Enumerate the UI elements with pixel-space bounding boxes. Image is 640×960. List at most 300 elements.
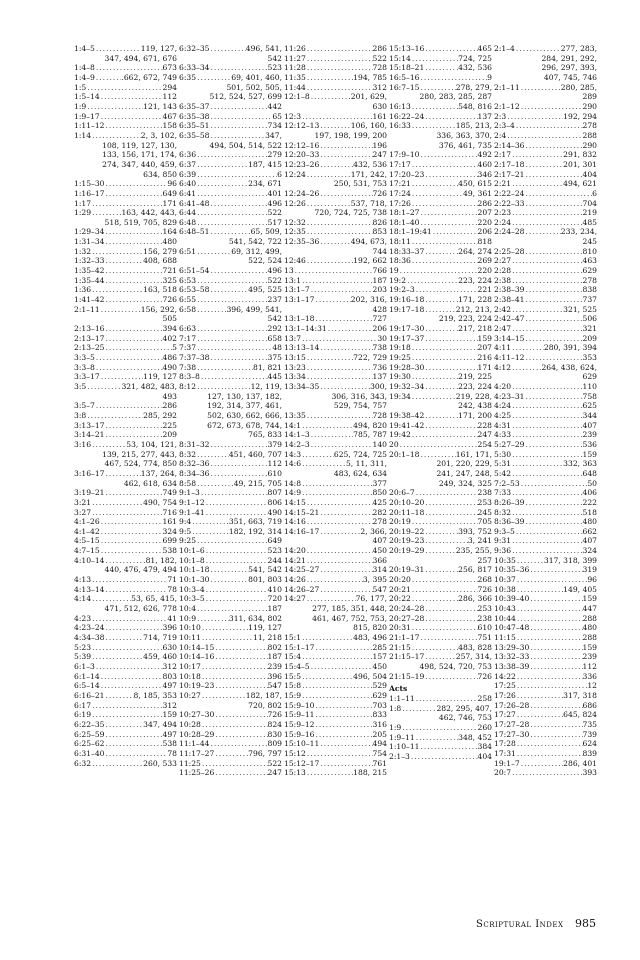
- index-entry: [179, 517, 282, 527]
- index-entry: [284, 363, 387, 373]
- dot-leader: [516, 749, 583, 759]
- index-entry: [389, 623, 492, 633]
- dot-leader: [210, 575, 249, 585]
- index-entry: [494, 430, 597, 440]
- scripture-reference: 8:31–32: [179, 439, 210, 449]
- dot-leader: [201, 623, 248, 633]
- page-references: 480: [582, 517, 597, 527]
- entry-continuation: 501, 502, 505,: [226, 82, 282, 92]
- dot-leader: [525, 353, 583, 363]
- scripture-reference: 10:28–29: [179, 729, 215, 739]
- dot-leader: [201, 633, 253, 643]
- page-references: 286, 401: [563, 758, 597, 768]
- dot-leader: [100, 517, 163, 527]
- dot-leader: [424, 536, 468, 546]
- index-entry: [494, 633, 597, 643]
- scripture-reference: 13:32–33: [494, 652, 530, 662]
- scripture-reference: 12:3: [284, 111, 302, 121]
- scripture-reference: 13:1–7: [284, 285, 310, 295]
- page-references: 228: [477, 420, 492, 430]
- scripture-reference: 1:8: [389, 703, 402, 713]
- dot-leader: [100, 672, 163, 682]
- dot-leader: [301, 479, 372, 489]
- scripture-reference: 20:7: [494, 768, 512, 778]
- scripture-reference: 10:47–48: [494, 623, 530, 633]
- index-entry: [389, 614, 492, 624]
- dot-leader: [91, 498, 143, 508]
- index-entry: [494, 218, 597, 228]
- dot-leader: [511, 488, 582, 498]
- scripture-reference: 6:36: [179, 150, 197, 160]
- dot-leader: [105, 334, 163, 344]
- page-references: 6: [277, 169, 282, 179]
- scripture-reference: 10:17: [179, 662, 201, 671]
- index-entry: [389, 742, 492, 752]
- page-references: 450, 615: [458, 179, 492, 189]
- scripture-reference: 18:11: [389, 237, 411, 247]
- scripture-reference: 6:35–37: [179, 101, 210, 111]
- scripture-reference: 13:34–35: [284, 381, 320, 391]
- dot-leader: [511, 266, 582, 276]
- page-references: 112: [162, 92, 177, 102]
- dot-leader: [415, 488, 478, 498]
- page-references: 238: [477, 488, 492, 498]
- index-entry: [284, 150, 387, 160]
- index-entry: [494, 305, 597, 315]
- page-references: 112: [582, 662, 597, 671]
- index-entry: [74, 372, 177, 382]
- index-entry: [179, 691, 282, 701]
- page-references: 347,: [265, 130, 282, 140]
- dot-leader: [315, 720, 373, 730]
- scripture-reference: 10:14–15: [179, 642, 215, 652]
- dot-leader: [525, 498, 583, 508]
- index-entry: [389, 73, 492, 83]
- page-references: 71: [167, 575, 177, 585]
- index-entry: [74, 430, 177, 440]
- index-entry: [284, 681, 387, 691]
- page-references: 838: [582, 285, 597, 295]
- page-references: 630: [162, 642, 177, 652]
- page-references: 171, 200: [458, 410, 492, 420]
- scripture-reference: 14:20: [284, 546, 306, 556]
- index-entry: [74, 662, 177, 672]
- dot-leader: [511, 256, 582, 266]
- dot-leader: [201, 720, 268, 730]
- dot-leader: [105, 324, 163, 334]
- index-entry: [494, 594, 597, 604]
- entry-continuation: 245: [582, 237, 597, 247]
- page-references: 187, 415: [248, 159, 282, 169]
- scripture-reference: 15:9–16: [284, 729, 315, 739]
- page-references: 704: [582, 198, 597, 208]
- index-entry: [74, 739, 177, 749]
- scripture-reference: 10:1–30: [179, 575, 210, 585]
- index-entry: [284, 691, 387, 701]
- dot-leader: [315, 710, 373, 720]
- entry-continuation: 306, 316, 343,: [331, 391, 387, 401]
- scripture-reference: 17:21: [389, 179, 411, 189]
- index-entry: [494, 189, 597, 199]
- dot-leader: [105, 730, 163, 740]
- page-references: 463: [582, 256, 597, 266]
- page-references: 112: [267, 459, 282, 469]
- dot-leader: [196, 150, 267, 160]
- page-footer: [476, 917, 596, 930]
- index-entry: [74, 691, 177, 701]
- page-references: 188, 215: [353, 768, 387, 778]
- page-references: 396: [162, 623, 177, 633]
- scripture-reference: 5:30: [494, 449, 512, 459]
- index-entry: [74, 276, 177, 286]
- page-references: 280, 391, 394: [543, 343, 597, 353]
- page-references: 121, 143: [143, 101, 177, 111]
- index-entry: [494, 614, 597, 624]
- index-entry: [494, 382, 597, 392]
- page-references: 810: [582, 246, 597, 256]
- entry-continuation: 192, 314, 377, 461,: [207, 401, 282, 411]
- dot-leader: [424, 652, 455, 662]
- dot-leader: [306, 83, 373, 93]
- page-references: 49, 215, 705: [233, 478, 282, 488]
- index-entry: [74, 546, 177, 556]
- dot-leader: [210, 44, 246, 54]
- scripture-reference: 2:1–3: [389, 751, 410, 761]
- index-entry: [284, 701, 387, 711]
- scripture-reference: 19:30: [389, 372, 411, 382]
- index-entry: [389, 440, 492, 450]
- page-references: 223, 224: [458, 275, 492, 285]
- page-references: 69, 312, 499,: [231, 246, 282, 256]
- index-entry: [74, 488, 177, 498]
- index-entry: [284, 372, 387, 382]
- index-entry: [494, 401, 597, 411]
- page-references: 480: [582, 623, 597, 633]
- index-entry: [284, 83, 387, 93]
- entry-continuation: 744: [372, 246, 387, 256]
- dot-leader: [95, 44, 141, 54]
- dot-leader: [411, 179, 458, 189]
- index-entry: [389, 372, 492, 382]
- dot-leader: [529, 643, 582, 653]
- index-entry: [179, 131, 282, 141]
- scripture-reference: 5:27–29: [494, 439, 525, 449]
- scripture-reference: 20:19–31: [389, 565, 425, 575]
- page-references: 754: [372, 748, 387, 758]
- entry-continuation: 462, 618, 634: [123, 478, 177, 488]
- index-entry: [179, 623, 282, 633]
- page-references: 194, 785: [353, 72, 387, 82]
- dot-leader: [525, 141, 583, 151]
- scripture-reference: 10:27: [179, 690, 201, 700]
- page-references: 447: [582, 604, 597, 614]
- page-references: 81, 182,: [145, 555, 177, 565]
- index-entry: [179, 720, 282, 730]
- dot-leader: [205, 585, 268, 595]
- page-references: 260: [477, 722, 492, 732]
- page-references: 140: [372, 439, 387, 449]
- page-references: 506: [582, 314, 597, 324]
- page-references: 106, 160,: [350, 121, 387, 131]
- page-references: 235, 255,: [455, 546, 492, 556]
- index-entry: [389, 237, 492, 247]
- index-column: [74, 44, 177, 924]
- scripture-reference: 4:33: [494, 430, 512, 440]
- dot-leader: [411, 353, 478, 363]
- entry-continuation: 634, 850: [143, 169, 177, 179]
- index-entry: [494, 479, 597, 489]
- page-references: 312: [162, 700, 177, 710]
- index-entry: [179, 450, 282, 460]
- dot-leader: [294, 266, 373, 276]
- page-references: 187: [372, 275, 387, 285]
- page-references: 171: [477, 362, 492, 372]
- scripture-reference: 5:42: [494, 468, 512, 478]
- page-references: 548, 816: [458, 101, 492, 111]
- page-references: 726: [477, 584, 492, 594]
- dot-leader: [411, 623, 478, 633]
- scripture-reference: 2:1–12: [494, 101, 520, 111]
- scripture-reference: 6:53–58: [179, 285, 210, 295]
- entry-continuation: 133, 156, 171, 174,: [102, 150, 177, 160]
- scripture-reference: 4:1–26: [74, 517, 100, 527]
- dot-leader: [420, 73, 488, 83]
- entry-continuation: 630: [372, 101, 387, 111]
- dot-leader: [210, 112, 273, 122]
- index-entry: [74, 295, 177, 305]
- dot-leader: [516, 739, 583, 749]
- page-references: 344: [582, 410, 597, 420]
- dot-leader: [529, 730, 582, 740]
- index-entry: [74, 256, 177, 266]
- dot-leader: [511, 276, 582, 286]
- page-references: 673: [162, 63, 177, 73]
- index-entry: [494, 314, 597, 324]
- dot-leader: [511, 430, 582, 440]
- page-references: 12, 119,: [250, 381, 282, 391]
- scripture-reference: 2:42–47: [494, 314, 525, 324]
- scripture-reference: 7:37–38: [179, 353, 210, 362]
- index-entry: [284, 343, 387, 353]
- dot-leader: [205, 546, 268, 556]
- page-references: 610: [267, 468, 282, 478]
- dot-leader: [525, 285, 583, 295]
- index-entry: [179, 614, 282, 624]
- dot-leader: [100, 527, 163, 537]
- scripture-reference: 20:11–18: [389, 507, 425, 517]
- index-entry: [74, 237, 177, 247]
- dot-leader: [411, 392, 456, 402]
- index-entry: [74, 643, 177, 653]
- scripture-reference: 6:41–48: [179, 198, 210, 208]
- page-references: 321, 482, 483,: [121, 381, 177, 391]
- page-references: 110: [582, 381, 597, 391]
- page-references: 53, 104, 121,: [126, 439, 177, 449]
- dot-leader: [210, 102, 268, 112]
- entry-continuation: 139, 215, 277, 443,: [102, 449, 177, 459]
- page-references: 119, 127,: [140, 44, 177, 53]
- dot-leader: [210, 266, 268, 276]
- index-entry: [494, 768, 597, 778]
- page-references: 157: [372, 652, 387, 662]
- scripture-reference: 19:2: [389, 275, 407, 285]
- dot-leader: [201, 691, 246, 701]
- dot-leader: [306, 749, 373, 759]
- scripture-reference: 6:17: [74, 700, 92, 710]
- index-entry: [284, 710, 387, 720]
- index-entry: [284, 160, 387, 170]
- page-references: 785, 787: [353, 430, 387, 440]
- scripture-reference: 12:46: [284, 256, 306, 266]
- index-entry: [179, 276, 282, 286]
- scripture-reference: 6:16–21: [74, 690, 105, 700]
- scripture-reference: 1:4–8: [74, 63, 95, 73]
- scripture-reference: 4:23–24: [74, 623, 105, 633]
- page-references: 460: [477, 159, 492, 169]
- entry-continuation: 815, 820: [353, 623, 387, 633]
- dot-leader: [520, 479, 588, 489]
- dot-leader: [529, 652, 582, 662]
- entry-continuation: 542: [267, 53, 282, 63]
- page-references: 824: [267, 719, 282, 729]
- scripture-reference: 14:9: [284, 488, 302, 498]
- dot-leader: [210, 199, 268, 209]
- dot-leader: [86, 411, 143, 421]
- scripture-reference: 1:9: [389, 722, 402, 732]
- dot-leader: [306, 498, 373, 508]
- page-references: 187: [267, 604, 282, 614]
- scripture-reference: 15:12: [284, 748, 306, 758]
- entry-continuation: 493: [162, 391, 177, 401]
- page-references: 853: [372, 227, 387, 237]
- dot-leader: [525, 517, 583, 527]
- scripture-reference: 19:32–34: [389, 381, 425, 391]
- page-references: 404: [582, 169, 597, 179]
- dot-leader: [319, 527, 360, 537]
- dot-leader: [105, 256, 144, 266]
- scripture-reference: 19:34: [389, 391, 411, 401]
- scripture-reference: 5:31: [494, 459, 512, 469]
- index-entry: [179, 63, 282, 73]
- dot-leader: [315, 701, 373, 711]
- index-entry: [74, 623, 177, 633]
- index-entry: [179, 44, 282, 54]
- page-references: 282, 295, 407,: [436, 703, 492, 713]
- index-entry: [179, 585, 282, 595]
- page-references: 202, 316,: [350, 295, 387, 305]
- index-entry: [179, 498, 282, 508]
- page-references: 290: [582, 140, 597, 150]
- page-references: 662: [582, 526, 597, 536]
- dot-leader: [525, 170, 583, 180]
- index-entry: [494, 710, 597, 720]
- scripture-reference: 20:31: [389, 623, 411, 633]
- index-entry: [179, 556, 282, 566]
- page-references: 9: [487, 72, 492, 82]
- page-number: 985: [575, 917, 596, 930]
- page-references: 490, 754: [143, 497, 177, 507]
- dot-leader: [315, 643, 373, 653]
- dot-leader: [301, 276, 372, 286]
- index-entry: [284, 430, 387, 440]
- page-references: 317, 318: [563, 690, 597, 700]
- index-entry: [74, 112, 177, 122]
- scripture-reference: 10:18: [179, 671, 201, 681]
- index-entry: [74, 247, 177, 257]
- page-references: 445: [267, 372, 282, 382]
- page-references: 291, 832: [563, 150, 597, 160]
- index-entry: [284, 768, 387, 778]
- dot-leader: [306, 218, 373, 228]
- scripture-reference: 17:27: [494, 710, 516, 720]
- scripture-reference: 2:17–21: [494, 169, 525, 179]
- scripture-reference: 10:43: [494, 604, 516, 614]
- page-references: 253: [477, 604, 492, 614]
- page-references: 830: [267, 729, 282, 739]
- index-entry: [389, 112, 492, 122]
- page-references: 728: [372, 63, 387, 73]
- page-references: 523: [267, 63, 282, 73]
- dot-leader: [105, 189, 163, 199]
- page-references: 288: [582, 633, 597, 643]
- page-references: 801, 803: [248, 575, 282, 585]
- scripture-reference: 2:22–24: [494, 188, 525, 198]
- index-entry: [284, 266, 387, 276]
- dot-leader: [301, 450, 334, 460]
- scripture-reference: 1:5: [74, 82, 87, 92]
- scripture-reference: 6:35–51: [179, 121, 210, 131]
- dot-leader: [200, 372, 268, 382]
- index-entry: [494, 498, 597, 508]
- dot-leader: [105, 720, 144, 730]
- dot-leader: [196, 160, 248, 170]
- scripture-reference: 1:15–30: [74, 179, 105, 189]
- index-entry: [179, 363, 282, 373]
- dot-leader: [100, 546, 163, 556]
- dot-leader: [424, 604, 477, 614]
- scripture-reference: 14:6: [284, 459, 302, 469]
- page-references: 495, 525: [248, 285, 282, 295]
- page-references: 648: [582, 468, 597, 478]
- index-entry: [389, 450, 492, 460]
- page-references: 451, 460, 707: [228, 449, 282, 459]
- scripture-reference: 3:13–17: [74, 420, 105, 430]
- scripture-reference: 20: [389, 439, 399, 449]
- page-references: 332, 363: [563, 459, 597, 469]
- index-entry: [179, 324, 282, 334]
- entry-continuation: 462, 746, 753: [438, 713, 492, 723]
- page-references: 96: [167, 179, 177, 189]
- page-references: 158: [162, 121, 177, 131]
- index-entry: [284, 121, 387, 131]
- scripture-reference: 14:22: [494, 671, 516, 681]
- page-references: 497: [162, 681, 177, 691]
- scripture-reference: 4:5–15: [74, 536, 100, 546]
- dot-leader: [511, 324, 582, 334]
- scripture-reference: 1:32–33: [74, 256, 105, 266]
- scripture-reference: 1:11–12: [74, 121, 105, 131]
- scripture-reference: 14:1: [284, 420, 302, 430]
- page-references: 850: [372, 488, 387, 498]
- scripture-reference: 10:38: [494, 584, 516, 594]
- dot-leader: [86, 382, 121, 392]
- index-entry: [284, 54, 387, 64]
- page-references: 494, 621: [563, 179, 597, 189]
- dot-leader: [411, 585, 478, 595]
- dot-leader: [201, 662, 268, 672]
- index-entry: [284, 459, 387, 469]
- dot-leader: [411, 237, 478, 247]
